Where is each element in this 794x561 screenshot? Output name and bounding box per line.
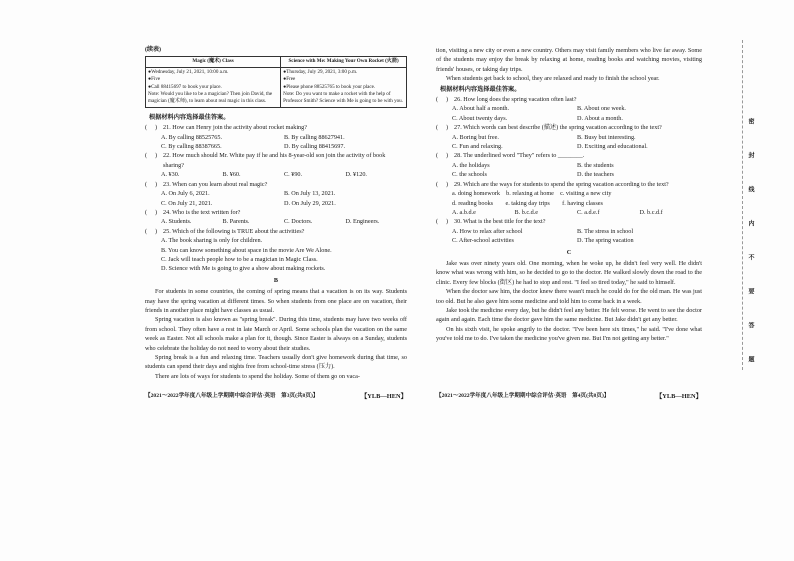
answer-option: D. the teachers — [577, 171, 614, 179]
instruction: 根据材料内容选择最佳答案。 — [149, 113, 230, 121]
question-stem — [145, 227, 407, 236]
question-item — [145, 227, 407, 274]
answer-blank: ( — [436, 180, 439, 188]
section-c-heading: C — [566, 248, 572, 256]
seal-char: 要 — [747, 288, 753, 294]
answer-option: B. About one week. — [577, 105, 626, 113]
answer-blank: ( — [436, 96, 439, 104]
question-stem — [145, 151, 407, 170]
answer-blank: ( — [436, 152, 439, 160]
seal-char: 答 — [747, 322, 753, 328]
answer-option: B. b.c.d.e — [514, 208, 539, 216]
question-stem — [436, 123, 702, 132]
answer-blank-close: ) — [446, 180, 449, 188]
answer-option: C. After-school activities — [452, 237, 514, 245]
question-stem — [436, 180, 702, 189]
question-item — [436, 151, 702, 179]
question-item — [145, 180, 407, 208]
answer-option: C. On July 21, 2021. — [161, 199, 213, 207]
answer-option: C. Doctors. — [284, 218, 313, 226]
options-group — [436, 104, 702, 123]
answer-blank-close: ) — [446, 218, 449, 226]
answer-option: B. The stress in school — [577, 227, 634, 235]
answer-option: C. a.d.e.f — [577, 208, 600, 216]
answer-blank: ( — [145, 152, 148, 160]
answer-blank: ( — [436, 124, 439, 132]
answer-blank-close: ) — [155, 124, 158, 132]
passage-paragraph: Jake was over ninety years old. One morning, when he woke up, he didn't feel very well. He didn't know what was wrong with him, so he decided to go to the doctor. He walked slowly down the road to the clinic. Every few blocks (街区) he had to stop and rest. "I feel so tired today," he said to himself. — [436, 259, 702, 286]
answer-option: D. The spring vacation — [577, 237, 634, 245]
activity-table — [145, 56, 407, 107]
answer-option: D. b.c.d.f — [639, 208, 663, 216]
seal-char: 内 — [747, 220, 753, 226]
question-choice-list: a. doing homework b. relaxing at home c. visiting a new city — [452, 190, 612, 198]
question-list — [145, 123, 407, 274]
footer-page-info: 【2021～2022学年度八年级上学期期中综合评估·英语 第3页(共8页)】 — [145, 393, 319, 399]
answer-option: C. the schools — [452, 171, 487, 179]
answer-blank-close: ) — [155, 208, 158, 216]
passage-paragraph: There are lots of ways for students to spend the holiday. Some of them go on vaca- — [155, 372, 360, 380]
answer-blank-close: ) — [446, 124, 449, 132]
table-line: ●Wednesday, July 21, 2021, 10:00 a.m. — [148, 68, 229, 75]
answer-option: B. Parents. — [222, 218, 250, 226]
answer-option: C. Jack will teach people how to be a magician in Magic Class. — [161, 255, 318, 263]
answer-option: D. On July 29, 2021. — [284, 199, 336, 207]
answer-option: B. On July 13, 2021. — [284, 190, 336, 198]
question-text: 24. Who is the text written for? — [163, 208, 241, 216]
answer-option: D. Engineers. — [345, 218, 380, 226]
passage-paragraph: On his sixth visit, he spoke angrily to the doctor. "I've been here six times," he said. "I've done what you've told me to do. I've taken the medicine you've given me. But I'm not getting any better." — [436, 325, 702, 343]
answer-option: B. By calling 88627941. — [284, 133, 345, 141]
answer-option: B. You can know something about space in the movie Are We Alone. — [161, 246, 332, 254]
table-cell-science — [281, 67, 407, 107]
question-text: 29. Which are the ways for students to spend the spring vacation according to the text? — [454, 180, 669, 188]
table-line: Note: Do you want to make a rocket with the help of Professor Smith? Science with Me is going to be with you. — [283, 91, 403, 105]
table-line: ●Call 88415697 to book your place. — [148, 83, 222, 90]
question-item — [145, 151, 407, 179]
options-group — [436, 161, 702, 180]
answer-option: B. the students — [577, 161, 614, 169]
options-group — [145, 236, 407, 274]
table-header-magic: Magic (魔术) Class — [146, 57, 281, 67]
seal-char: 题 — [747, 356, 753, 362]
instruction: 根据材料内容选择最佳答案。 — [440, 85, 521, 93]
answer-option: A. By calling 88525765. — [161, 133, 223, 141]
seal-char: 密 — [747, 118, 753, 124]
seal-line-strip — [742, 40, 759, 370]
question-list — [436, 95, 702, 246]
answer-option: A. The book sharing is only for children. — [161, 237, 263, 245]
answer-option: A. Boring but free. — [452, 133, 499, 141]
answer-option: B. ¥60. — [222, 171, 241, 179]
passage-paragraph: tion, visiting a new city or even a new country. Others may visit family members who live far away. Some of the students may enjoy the break by relaxing at home, reading books and watching movies, visiting friends' houses, or taking day trips. — [436, 47, 702, 73]
options-group — [145, 133, 407, 152]
right-column — [436, 46, 702, 344]
question-stem — [436, 217, 702, 226]
passage-paragraph: Spring break is a fun and relaxing time. Teachers usually don't give homework during that time, so students can spend their days and nights free from school-time stress (压力). — [145, 354, 407, 371]
seal-char: 不 — [747, 254, 753, 260]
answer-blank-close: ) — [155, 152, 158, 160]
answer-blank: ( — [145, 124, 148, 132]
table-line: ●Thursday, July 29, 2021, 3:00 p.m. — [283, 68, 358, 75]
question-item — [436, 123, 702, 151]
answer-option: B. Busy but interesting. — [577, 133, 636, 141]
answer-blank: ( — [145, 208, 148, 216]
answer-blank: ( — [436, 218, 439, 226]
question-text: 21. How can Henry join the activity about rocket making? — [163, 124, 307, 132]
question-item — [436, 180, 702, 218]
table-line: ●Please phone 88525765 to book your place. — [283, 83, 376, 90]
footer-code: 【YLB—HEN】 — [655, 393, 702, 400]
passage-paragraph: For students in some countries, the coming of spring means that a vacation is on its way. Students may have the spring vacation at different times. So when students from one place are on vacation, their friends in another place might have classes as usual. — [145, 288, 407, 314]
passage-paragraph: When students get back to school, they are relaxed and ready to finish the school year. — [446, 75, 660, 83]
table-header-science: Science with Me: Making Your Own Rocket (火箭) — [281, 57, 407, 67]
question-item — [145, 208, 407, 227]
answer-option: C. About twenty days. — [452, 114, 508, 122]
question-stem — [436, 95, 702, 104]
question-item — [145, 123, 407, 151]
left-column — [145, 46, 407, 381]
table-line: ●Five — [148, 76, 161, 83]
options-group — [436, 227, 702, 246]
options-group — [145, 217, 407, 226]
options-group — [436, 208, 702, 217]
question-text: 28. The underlined word "They" refers to ________. — [454, 152, 585, 160]
answer-option: C. Fun and relaxing. — [452, 143, 503, 151]
question-text: 25. Which of the following is TRUE about the activities? — [163, 227, 305, 235]
answer-option: D. Science with Me is going to give a show about making rockets. — [161, 265, 326, 273]
answer-option: A. How to relax after school — [452, 227, 523, 235]
options-group — [436, 133, 702, 152]
options-group — [145, 189, 407, 208]
footer-code: 【YLB—HEN】 — [360, 393, 407, 400]
question-text: 23. When can you learn about real magic? — [163, 180, 268, 188]
question-text: 30. What is the best title for the text? — [454, 218, 546, 226]
answer-option: C. By calling 88387665. — [161, 143, 222, 151]
answer-blank-close: ) — [155, 227, 158, 235]
question-choice-list: d. reading books e. taking day trips f. having classes — [452, 199, 603, 207]
question-stem — [436, 151, 702, 160]
seal-char: 线 — [747, 186, 753, 192]
answer-option: A. Students. — [161, 218, 192, 226]
answer-option: A. a.b.d.e — [452, 208, 476, 216]
seal-char: 封 — [747, 152, 753, 158]
section-b-heading: B — [273, 276, 279, 284]
table-line: ●Free — [283, 76, 296, 83]
passage-paragraph: Spring vacation is also known as "spring break". During this time, students may have two weeks off from school. They often have a rest in late March or April. Some schools plan the vacation on the same week as Easter. Not all schools make a plan for it, though. Since Easter is always on a Sunday, students who celebrate the holiday do not need to worry about their studies. — [145, 316, 407, 352]
continued-label: (续表) — [145, 47, 161, 53]
question-stem — [145, 208, 407, 217]
table-cell-magic — [146, 67, 281, 107]
question-stem — [145, 123, 407, 132]
question-text: 22. How much should Mr. White pay if he and his 8-year-old son join the activity of book sharing? — [163, 152, 386, 169]
answer-blank-close: ) — [446, 96, 449, 104]
question-text: 26. How long does the spring vacation often last? — [454, 96, 577, 104]
answer-blank-close: ) — [446, 152, 449, 160]
question-item — [436, 95, 702, 123]
footer-page-info: 【2021～2022学年度八年级上学期期中综合评估·英语 第4页(共8页)】 — [436, 393, 610, 399]
answer-option: A. On July 6, 2021. — [161, 190, 210, 198]
answer-option: D. ¥120. — [345, 171, 367, 179]
question-text: 27. Which words can best describe (描述) the spring vacation according to the text? — [454, 124, 662, 132]
question-stem — [145, 180, 407, 189]
answer-option: A. the holidays — [452, 161, 490, 169]
answer-option: A. About half a month. — [452, 105, 510, 113]
answer-option: A. ¥30. — [161, 171, 180, 179]
passage-paragraph: Jake took the medicine every day, but he didn't feel any better. He felt worse. He went to see the doctor again and again. Each time the doctor gave him the same medicine. But Jake didn't get any better. — [436, 306, 702, 324]
answer-blank-close: ) — [155, 180, 158, 188]
answer-option: D. About a month. — [577, 114, 623, 122]
answer-blank: ( — [145, 180, 148, 188]
answer-blank: ( — [145, 227, 148, 235]
answer-option: D. Exciting and educational. — [577, 143, 648, 151]
question-item — [436, 217, 702, 245]
answer-option: C. ¥90. — [284, 171, 303, 179]
answer-option: D. By calling 88415697. — [284, 143, 346, 151]
options-group — [145, 170, 407, 179]
passage-paragraph: When the doctor saw him, the doctor knew there wasn't much he could do for the old man. He was just too old. But he also gave him some medicine and told him to come back in a week. — [436, 288, 702, 305]
table-line: Note: Would you like to be a magician? Then join David, the magician (魔术师), to learn about real magic in this class. — [148, 91, 273, 105]
